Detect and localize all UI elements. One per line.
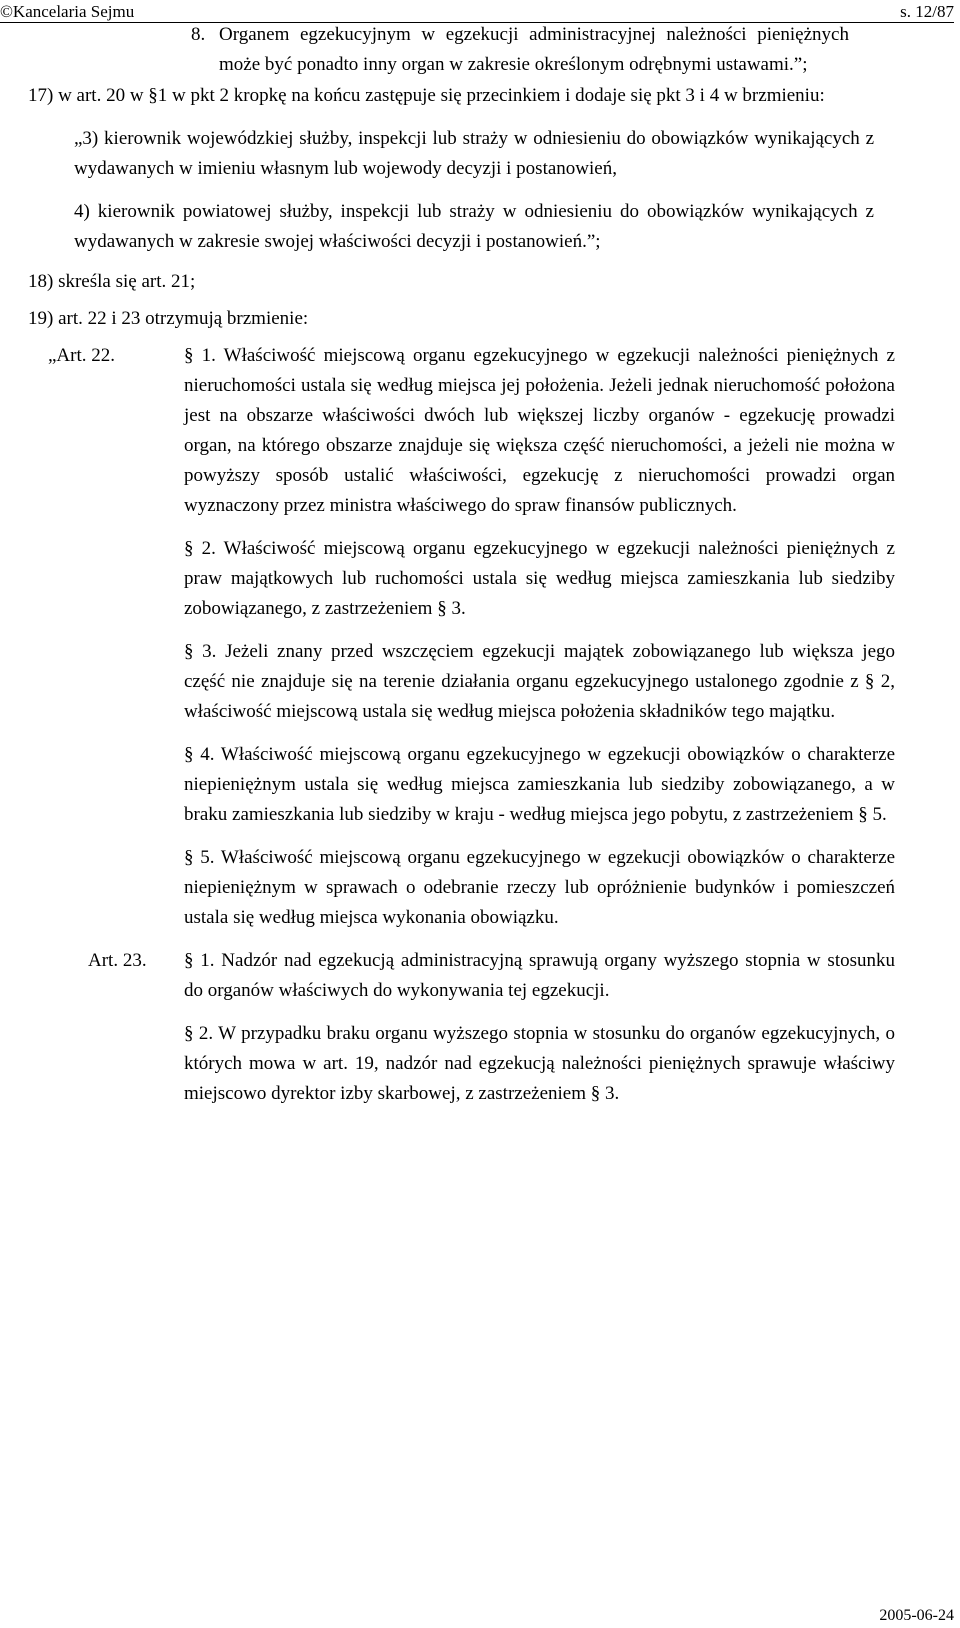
point-17: 17) w art. 20 w §1 w pkt 2 kropkę na końcu zastępuje się przecinkiem i dodaje się pkt 3 i 4 w brzmieniu: — [28, 85, 825, 106]
article-22-section-4: § 4. Właściwość miejscową organu egzekucyjnego w egzekucji obowiązków o charakterze niepieniężnym ustala się według miejsca zamieszkania lub siedziby zobowiązanego, a w braku zamieszkania lub siedziby w kraju - według miejsca jego pobytu, z zastrzeżeniem § 5. — [184, 744, 895, 825]
paragraph-8-text: Organem egzekucyjnym w egzekucji administracyjnej należności pieniężnych może być ponadto inny organ w zakresie określonym odrębnymi ustawami.”; — [219, 24, 849, 75]
section-text: § 1. Nadzór nad egzekucją administracyjną sprawują organy wyższego stopnia w stosunku do organów właściwych do wykonywania tej egzekucji. — [184, 950, 895, 1001]
section-text: § 1. Właściwość miejscową organu egzekucyjnego w egzekucji należności pieniężnych z nieruchomości ustala się według miejsca jej położenia. Jeżeli jednak nieruchomość położona jest na obszarze właściwości dwóch lub większej liczby organów - egzekucję prowadzi organ, na którego obszarze znajduje się większa część nieruchomości, a jeżeli nie można w powyższy sposób ustalić właściwości, egzekucję z nieruchomości prowadzi organ wyznaczony przez ministra właściwego do spraw finansów publicznych. — [184, 345, 895, 516]
article-23-section-2: § 2. W przypadku braku organu wyższego stopnia w stosunku do organów egzekucyjnych, o których mowa w art. 19, nadzór nad egzekucją należności pieniężnych sprawuje właściwy miejscowo dyrektor izby skarbowej, z zastrzeżeniem § 3. — [184, 1023, 895, 1104]
point-4: 4) kierownik powiatowej służby, inspekcji lub straży w odniesieniu do obowiązków wynikających z wydawanych w zakresie swojej właściwości decyzji i postanowień.”; — [74, 201, 874, 252]
point-19: 19) art. 22 i 23 otrzymują brzmienie: — [28, 308, 309, 329]
article-23-heading: Art. 23. — [88, 950, 147, 971]
header-page-number: s. 12/87 — [900, 2, 954, 21]
paragraph-8 — [191, 20, 849, 80]
article-22-section-1 — [48, 341, 895, 521]
footer-date: 2005-06-24 — [879, 1607, 954, 1624]
article-22-section-3: § 3. Jeżeli znany przed wszczęciem egzekucji majątek zobowiązanego lub większa jego część nie znajduje się na terenie działania organu egzekucyjnego ustalonego zgodnie z § 2, właściwość miejscową ustala się według miejsca położenia składników tego majątku. — [184, 641, 895, 722]
point-18: 18) skreśla się art. 21; — [28, 271, 196, 292]
header-source: ©Kancelaria Sejmu — [0, 2, 135, 21]
paragraph-8-number: 8. — [191, 24, 206, 45]
article-22-heading: „Art. 22. — [48, 345, 116, 366]
point-3: „3) kierownik wojewódzkiej służby, inspekcji lub straży w odniesieniu do obowiązków wynikających z wydawanych w imieniu własnym lub wojewody decyzji i postanowień, — [74, 128, 874, 179]
article-23-section-1 — [88, 946, 895, 1006]
article-22-section-2: § 2. Właściwość miejscową organu egzekucyjnego w egzekucji należności pieniężnych z praw majątkowych lub ruchomości ustala się według miejsca zamieszkania lub siedziby zobowiązanego, z zastrzeżeniem § 3. — [184, 538, 895, 619]
article-22-section-5: § 5. Właściwość miejscową organu egzekucyjnego w egzekucji obowiązków o charakterze niepieniężnym w sprawach o odebranie rzeczy lub opróżnienie budynków i pomieszczeń ustala się według miejsca wykonania obowiązku. — [184, 847, 895, 928]
document-body — [28, 20, 895, 1109]
